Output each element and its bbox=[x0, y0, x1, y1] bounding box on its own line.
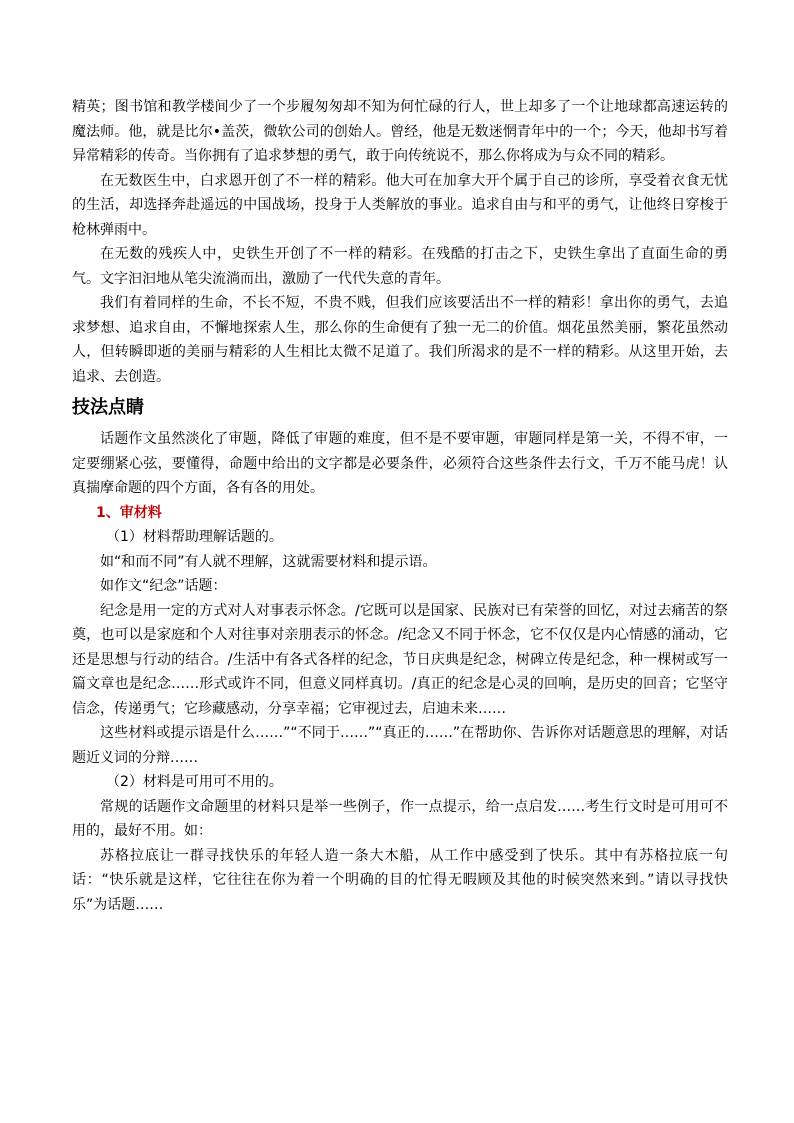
point-1-heading: （1）材料帮助理解话题的。 bbox=[106, 529, 283, 545]
paragraph-shi-tiesheng: 在无数的残疾人中，史铁生开创了不一样的精彩。在残酷的打击之下，史铁生拿出了直面生命的勇气。文字汩汩地从笔尖流淌而出，激励了一代代失意的青年。 bbox=[72, 246, 728, 287]
subsection-title: 1、审材料 bbox=[96, 504, 162, 521]
paragraph-gates: 精英；图书馆和教学楼间少了一个步履匆匆却不知为何忙碌的行人，世上却多了一个让地球都高速运转的魔法师。他，就是比尔•盖茨，微软公司的创始人。曾经，他是无数迷惘青年中的一个；今天，他却书写着异常精彩的传奇。当你拥有了追求梦想的勇气，敢于向传统说不，那么你将成为与众不同的精彩。 bbox=[72, 99, 728, 164]
point-1-analysis: 这些材料或提示语是什么……”“不同于……”“真正的……”在帮助你、告诉你对话题意思的理解，对话题近义词的分辩…… bbox=[72, 725, 728, 766]
point-1-quote: 纪念是用一定的方式对人对事表示怀念。/它既可以是国家、民族对已有荣誉的回忆，对过去痛苦的祭奠，也可以是家庭和个人对往事对亲朋表示的怀念。/纪念又不同于怀念，它不仅仅是内心情感的涌动，它还是思想与行动的结合。/生活中有各式各样的纪念，节日庆典是纪念，树碑立传是纪念，种一棵树或写一篇文章也是纪念……形式或许不同，但意义同样真切。/真正的纪念是心灵的回响，是历史的回音；它坚守信念，传递勇气；它珍藏感动，分享幸福；它审视过去，启迪未来…… bbox=[72, 602, 728, 717]
point-1-topic-intro: 如作文“纪念”话题： bbox=[100, 578, 227, 594]
point-2-example: 苏格拉底让一群寻找快乐的年轻人造一条大木船，从工作中感受到了快乐。其中有苏格拉底一句话：“快乐就是这样，它往往在你为着一个明确的目的忙得无暇顾及其他的时候突然来到。”请以寻找快乐”为话题…… bbox=[72, 847, 728, 913]
point-1-example: 如“和而不同”有人就不理解，这就需要材料和提示语。 bbox=[100, 553, 437, 570]
document-page bbox=[72, 95, 728, 917]
intro-paragraph: 话题作文虽然淡化了审题，降低了审题的难度，但不是不要审题，审题同样是第一关，不得不审，一定要绷紧心弦，要懂得，命题中给出的文字都是必要条件，必须符合这些条件去行文，千万不能马虎！认真揣摩命题的四个方面，各有各的用处。 bbox=[72, 431, 728, 496]
point-2-text: 常规的话题作文命题里的材料只是举一些例子，作一点提示，给一点启发……考生行文时是可用可不用的，最好不用。如： bbox=[72, 798, 728, 839]
paragraph-bethune: 在无数医生中，白求恩开创了不一样的精彩。他大可在加拿大开个属于自己的诊所，享受着衣食无忧的生活，却选择奔赴遥远的中国战场，投身于人类解放的事业。追求自由与和平的勇气，让他终日穿梭于枪林弹雨中。 bbox=[72, 172, 728, 238]
point-2-heading: （2）材料是可用可不用的。 bbox=[106, 774, 283, 790]
section-title: 技法点睛 bbox=[72, 397, 144, 418]
paragraph-conclusion: 我们有着同样的生命，不长不短，不贵不贱，但我们应该要活出不一样的精彩！拿出你的勇气，去追求梦想、追求自由，不懈地探索人生，那么你的生命便有了独一无二的价值。烟花虽然美丽，繁花虽然动人，但转瞬即逝的美丽与精彩的人生相比太微不足道了。我们所渴求的是不一样的精彩。从这里开始，去追求、去创造。 bbox=[72, 295, 728, 385]
